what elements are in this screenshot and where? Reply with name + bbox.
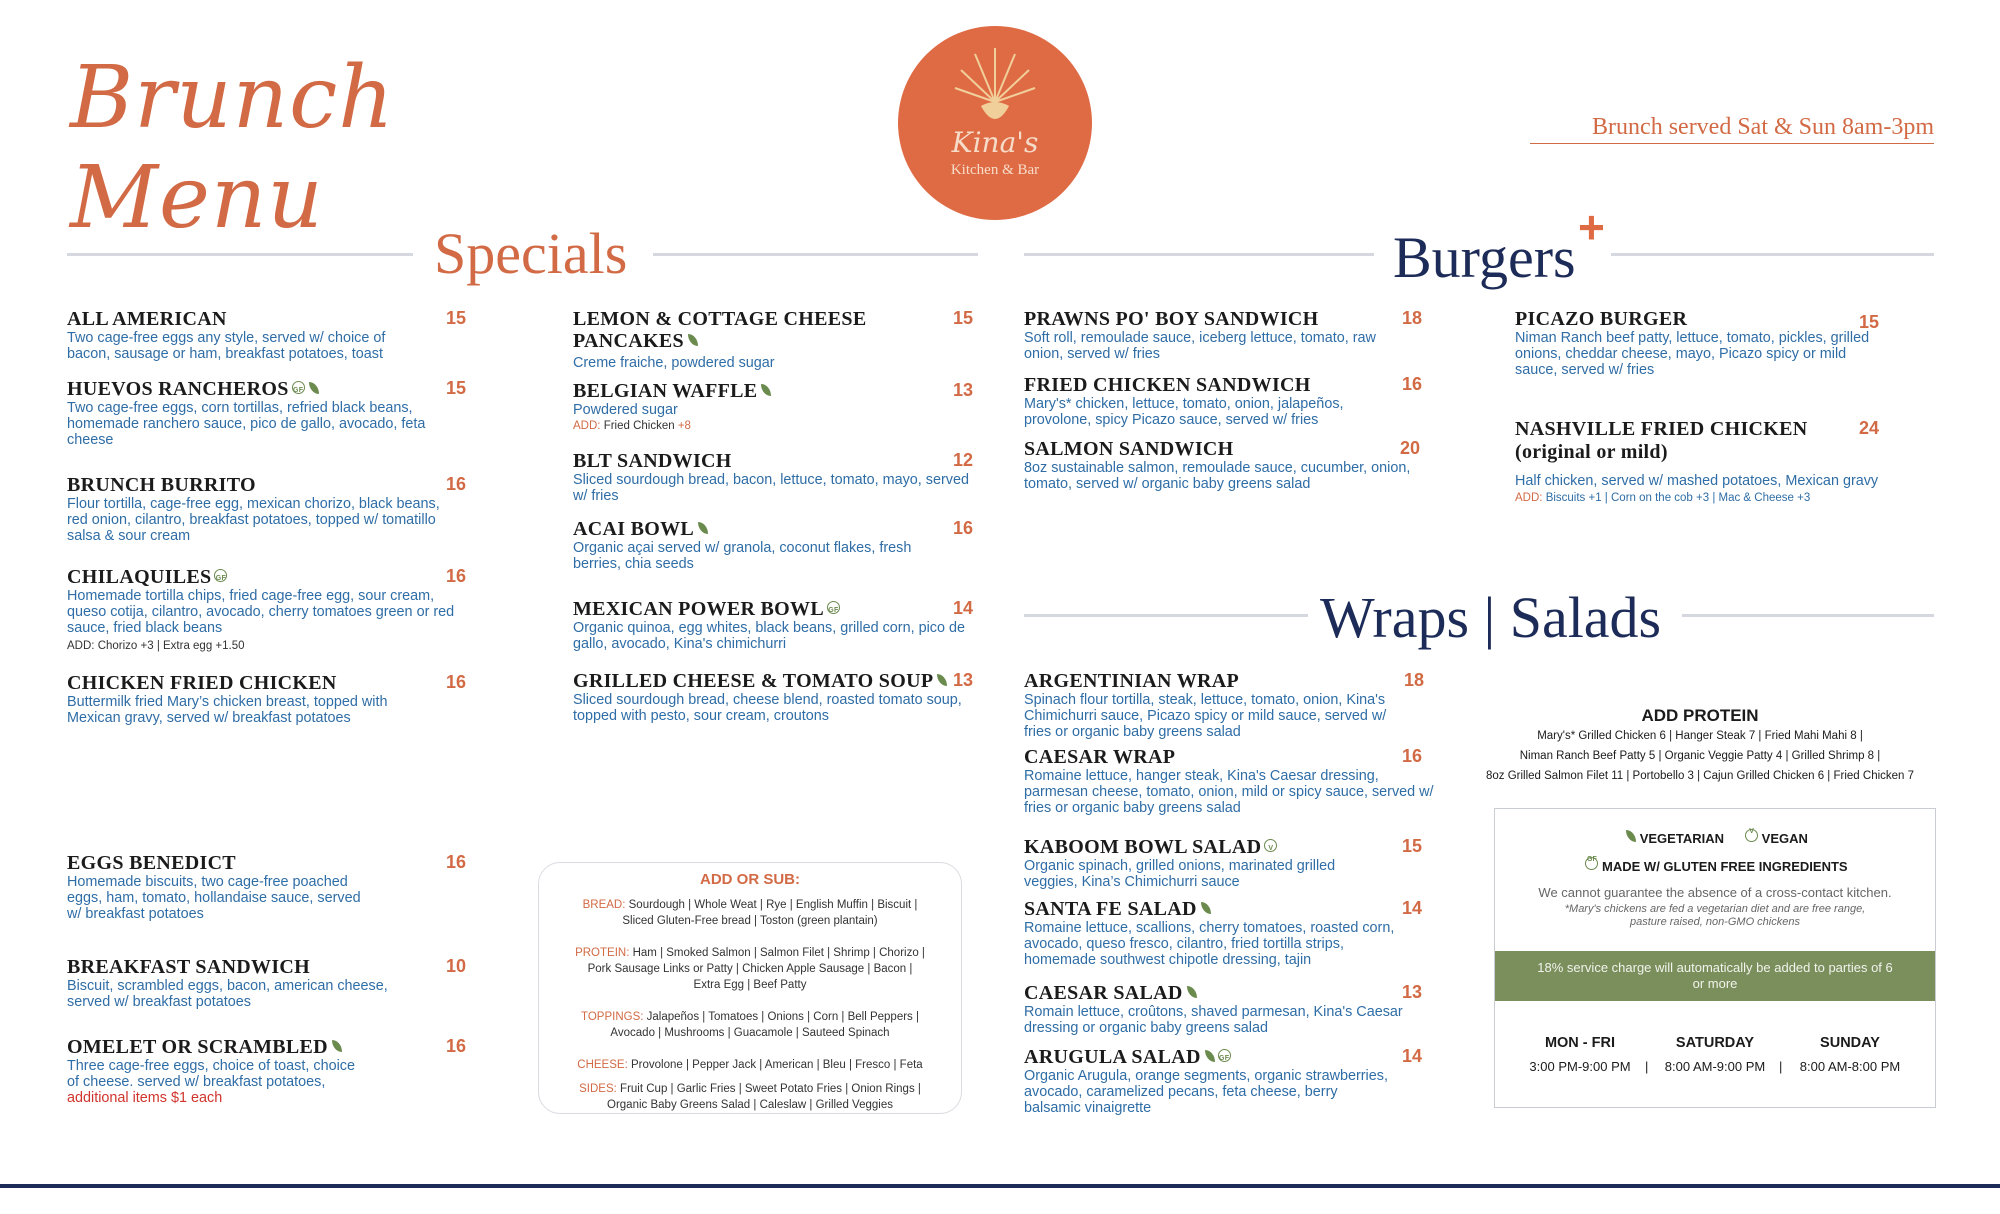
logo-name: Kina's [951, 126, 1039, 159]
menu-item [1515, 308, 1935, 378]
item-description: Two cage-free eggs any style, served w/ choice of bacon, sausage or ham, breakfast potatoes, toast [67, 330, 386, 362]
menu-item [67, 1036, 467, 1106]
protein-options-cont: Pork Sausage Links or Patty | Chicken Apple Sausage | Bacon | [587, 963, 913, 975]
vegan-label: VEGAN [1761, 831, 1808, 846]
restaurant-logo [898, 26, 1092, 220]
item-name: BREAKFAST SANDWICH [67, 956, 311, 978]
item-description: 8oz sustainable salmon, remoulade sauce, cucumber, onion, tomato, served w/ organic baby greens salad [1024, 460, 1411, 492]
item-price: 16 [1402, 746, 1423, 766]
item-description: Organic spinach, grilled onions, marinated grilled veggies, Kina’s Chimichurri sauce [1024, 858, 1336, 890]
item-description: Half chicken, served w/ mashed potatoes, Mexican gravy [1515, 473, 1879, 489]
hours-separator: | [1779, 1059, 1783, 1074]
item-name: HUEVOS RANCHEROS [67, 378, 289, 400]
menu-item [67, 308, 467, 362]
menu-item [1024, 898, 1444, 968]
item-price: 18 [1402, 308, 1423, 328]
gluten-free-legend [1495, 857, 1935, 874]
item-description: Spinach flour tortilla, steak, lettuce, tomato, onion, Kina's Chimichurri sauce, Picazo spicy or mild sauce, served w/ fries or organic baby greens salad [1024, 692, 1387, 740]
item-name: PRAWNS PO' BOY SANDWICH [1024, 308, 1319, 330]
item-name: KABOOM BOWL SALAD [1024, 836, 1262, 858]
item-name: CHILAQUILES [67, 566, 212, 588]
item-price: 13 [953, 670, 974, 690]
item-name: ACAI BOWL [573, 518, 695, 540]
item-name: MEXICAN POWER BOWL [573, 598, 824, 620]
item-price: 15 [1859, 312, 1880, 332]
gluten-free-icon: GF [827, 601, 840, 614]
info-box [1494, 808, 1936, 1108]
burgers-heading: Burgers [1393, 225, 1576, 290]
vegan-icon: V [1264, 839, 1277, 852]
logo-subtitle: Kitchen & Bar [950, 162, 1040, 178]
cheese-options: CHEESE: Provolone | Pepper Jack | American | Bleu | Fresco | Feta [577, 1059, 923, 1071]
item-name: ALL AMERICAN [67, 308, 227, 330]
add-protein-title: ADD PROTEIN [1641, 706, 1759, 725]
side-options-cont: Organic Baby Greens Salad | Caleslaw | Grilled Veggies [607, 1099, 893, 1111]
bread-options: BREAD: Sourdough | Whole Weat | Rye | English Muffin | Biscuit | [582, 899, 918, 911]
vegetarian-leaf-icon [761, 384, 771, 396]
divider [1024, 614, 1308, 617]
item-name: SALMON SANDWICH [1024, 438, 1234, 460]
menu-item [1024, 836, 1444, 890]
item-price: 18 [1404, 670, 1425, 690]
menu-item [573, 450, 973, 504]
menu-item [1024, 438, 1424, 492]
vegan-icon: V [1745, 829, 1758, 842]
divider [1611, 253, 1934, 256]
item-description: Biscuit, scrambled eggs, bacon, american cheese, served w/ breakfast potatoes [67, 978, 388, 1010]
menu-item [1024, 374, 1424, 428]
menu-item [1024, 982, 1444, 1036]
wraps-heading: Wraps [1320, 585, 1470, 650]
item-description: Niman Ranch beef patty, lettuce, tomato, pickles, grilled onions, cheddar cheese, mayo, Picazo spicy or mild sauce, served w/ fries [1515, 330, 1870, 378]
wraps-salads-heading [1320, 584, 1661, 651]
hours-sunday [1785, 1035, 1915, 1074]
item-price: 16 [446, 1036, 467, 1056]
vegetarian-leaf-icon [698, 522, 708, 534]
add-protein-line: Niman Ranch Beef Patty 5 | Organic Veggie Patty 4 | Grilled Shrimp 8 | [1519, 750, 1881, 762]
item-name-variant: (original or mild) [1515, 441, 1668, 463]
item-name: BRUNCH BURRITO [67, 474, 256, 496]
item-price: 15 [446, 308, 467, 328]
hours-day: MON - FRI [1544, 1035, 1616, 1051]
item-price: 16 [953, 518, 974, 538]
specials-heading: Specials [434, 221, 628, 286]
divider [1024, 253, 1374, 256]
item-name: FRIED CHICKEN SANDWICH [1024, 374, 1311, 396]
vegetarian-leaf-icon [1205, 1050, 1215, 1062]
item-add-ons: ADD: Chorizo +3 | Extra egg +1.50 [67, 640, 245, 652]
hours-time: 8:00 AM-9:00 PM [1664, 1059, 1766, 1074]
menu-item [573, 518, 973, 572]
item-price: 13 [953, 380, 974, 400]
vegetarian-leaf-icon [309, 382, 319, 394]
item-price: 16 [446, 474, 467, 494]
menu-item [67, 378, 467, 448]
menu-item [67, 474, 467, 544]
hours-time: 8:00 AM-8:00 PM [1799, 1059, 1901, 1074]
topping-options-cont: Avocado | Mushrooms | Guacamole | Sauteed Spinach [610, 1027, 890, 1039]
item-name: BELGIAN WAFFLE [573, 380, 758, 402]
menu-item [67, 956, 467, 1010]
vegetarian-leaf-icon [688, 334, 698, 346]
menu-item [573, 380, 973, 433]
item-price: 15 [953, 308, 974, 328]
vegetarian-leaf-icon [937, 674, 947, 686]
topping-options: TOPPINGS: Jalapeños | Tomatoes | Onions | Corn | Bell Peppers | [581, 1011, 919, 1023]
item-name: NASHVILLE FRIED CHICKEN [1515, 418, 1808, 440]
item-description: Romaine lettuce, hanger steak, Kina's Caesar dressing, parmesan cheese, tomato, onion, mild or spicy sauce, served w/ fries or organic baby greens salad [1024, 768, 1434, 816]
item-description: Mary's* chicken, lettuce, tomato, onion, jalapeños, provolone, spicy Picazo sauce, served w/ fries [1024, 396, 1344, 428]
item-name: ARUGULA SALAD [1024, 1046, 1201, 1068]
hours-weekday [1515, 1035, 1645, 1074]
divider [653, 253, 978, 256]
vegetarian-leaf-icon [1187, 986, 1197, 998]
item-description: Three cage-free eggs, choice of toast, choice of cheese. served w/ breakfast potatoes, additional items $1 each [67, 1058, 355, 1106]
plus-icon: + [1578, 201, 1605, 253]
add-or-sub-title: ADD OR SUB: [700, 871, 800, 888]
item-price: 16 [1402, 374, 1423, 394]
divider [67, 253, 413, 256]
item-name: BLT SANDWICH [573, 450, 732, 472]
menu-item [67, 672, 467, 726]
item-description: Sliced sourdough bread, bacon, lettuce, tomato, mayo, served w/ fries [573, 472, 969, 504]
bread-options-cont: Sliced Gluten-Free bread | Toston (green plantain) [622, 915, 878, 927]
item-name: SANTA FE SALAD [1024, 898, 1197, 920]
cross-contact-note: We cannot guarantee the absence of a cross-contact kitchen. [1538, 885, 1892, 900]
menu-item [1024, 1046, 1444, 1116]
item-price: 16 [446, 852, 467, 872]
item-name: ARGENTINIAN WRAP [1024, 670, 1240, 692]
item-add-ons: ADD: Biscuits +1 | Corn on the cob +3 | Mac & Cheese +3 [1515, 492, 1811, 504]
item-description: Buttermilk fried Mary’s chicken breast, topped with Mexican gravy, served w/ breakfast potatoes [67, 694, 388, 726]
service-charge-banner [1495, 951, 1935, 1001]
item-description: Homemade biscuits, two cage-free poached eggs, ham, tomato, hollandaise sauce, served w/ breakfast potatoes [67, 874, 361, 922]
service-charge-text: 18% service charge will automatically be added to parties of 6 or more [1537, 960, 1893, 991]
menu-title: Brunch Menu [70, 48, 395, 248]
item-description: Organic Arugula, orange segments, organic strawberries, avocado, caramelized pecans, feta cheese, berry balsamic vinaigrette [1024, 1068, 1388, 1116]
item-name: CAESAR SALAD [1024, 982, 1183, 1004]
protein-options: PROTEIN: Ham | Smoked Salmon | Salmon Filet | Shrimp | Chorizo | [575, 947, 925, 959]
menu-item [67, 566, 467, 653]
menu-item [1024, 746, 1444, 816]
menu-item [1515, 418, 1935, 505]
hours-saturday [1650, 1035, 1783, 1074]
dietary-legend [1495, 829, 1935, 846]
chicken-note: *Mary's chickens are fed a vegetarian diet and are free range, pasture raised, non-GMO chickens [1564, 903, 1866, 928]
vegetarian-leaf-icon [332, 1040, 342, 1052]
item-description: Two cage-free eggs, corn tortillas, refried black beans, homemade ranchero sauce, pico de gallo, avocado, feta cheese [67, 400, 426, 448]
gluten-free-icon: GF [292, 381, 305, 394]
add-or-sub-box [538, 862, 962, 1114]
vegetarian-label: VEGETARIAN [1639, 831, 1724, 846]
item-description: Romain lettuce, croûtons, shaved parmesan, Kina's Caesar dressing or organic baby greens salad [1024, 1004, 1403, 1036]
item-price: 24 [1859, 418, 1880, 438]
item-description: Sliced sourdough bread, cheese blend, roasted tomato soup, topped with pesto, sour cream, croutons [573, 692, 962, 724]
menu-item [573, 670, 973, 724]
item-name: CAESAR WRAP [1024, 746, 1176, 768]
item-price: 16 [446, 566, 467, 586]
item-price: 15 [1402, 836, 1423, 856]
item-description: Creme fraiche, powdered sugar [573, 355, 775, 371]
pineapple-icon [945, 42, 1045, 132]
hours-time: 3:00 PM-9:00 PM [1529, 1059, 1631, 1074]
brunch-hours-note: Brunch served Sat & Sun 8am-3pm [1530, 114, 1934, 144]
hours-separator: | [1645, 1059, 1649, 1074]
menu-item [1024, 670, 1444, 740]
gluten-free-icon: GF [1585, 857, 1598, 870]
gluten-free-icon: GF [214, 569, 227, 582]
hours-day: SUNDAY [1820, 1035, 1880, 1051]
item-price: 14 [1402, 898, 1423, 918]
item-description: Organic quinoa, egg whites, black beans, grilled corn, pico de gallo, avocado, Kina's chimichurri [573, 620, 965, 652]
heading-divider: | [1483, 585, 1496, 650]
item-name: OMELET OR SCRAMBLED [67, 1036, 328, 1058]
bottom-border [0, 1184, 2000, 1188]
item-name: PICAZO BURGER [1515, 308, 1688, 330]
item-name: EGGS BENEDICT [67, 852, 236, 874]
item-price: 15 [446, 378, 467, 398]
menu-item [573, 598, 973, 652]
item-description: Homemade tortilla chips, fried cage-free egg, sour cream, queso cotija, cilantro, avocado, cherry tomatoes green or red sauce, fried black beans [67, 588, 455, 636]
menu-item [67, 852, 467, 922]
salads-heading: Salads [1509, 585, 1662, 650]
item-name: LEMON & COTTAGE CHEESE PANCAKES [573, 308, 867, 352]
item-description: Romaine lettuce, scallions, cherry tomatoes, roasted corn, avocado, queso fresco, cilantro, fried tortilla strips, homemade southwest chipotle dressing, tajin [1024, 920, 1395, 968]
item-description: Organic açai served w/ granola, coconut flakes, fresh berries, chia seeds [573, 540, 912, 572]
side-options: SIDES: Fruit Cup | Garlic Fries | Sweet Potato Fries | Onion Rings | [579, 1083, 921, 1095]
menu-item [1024, 308, 1424, 362]
gluten-free-label: MADE W/ GLUTEN FREE INGREDIENTS [1602, 859, 1848, 874]
item-price: 14 [1402, 1046, 1423, 1066]
item-price: 14 [953, 598, 974, 618]
item-price: 16 [446, 672, 467, 692]
item-name: GRILLED CHEESE & TOMATO SOUP [573, 670, 934, 692]
item-price: 13 [1402, 982, 1423, 1002]
vegetarian-leaf-icon [1626, 830, 1636, 842]
item-description: Soft roll, remoulade sauce, iceberg lettuce, tomato, raw onion, served w/ fries [1024, 330, 1376, 362]
add-protein-line: Mary's* Grilled Chicken 6 | Hanger Steak 7 | Fried Mahi Mahi 8 | [1537, 730, 1863, 742]
item-add-ons: ADD: Fried Chicken +8 [573, 420, 691, 432]
protein-options-cont: Extra Egg | Beef Patty [693, 979, 807, 991]
gluten-free-icon: GF [1218, 1049, 1231, 1062]
vegetarian-leaf-icon [1201, 902, 1211, 914]
item-price: 20 [1400, 438, 1421, 458]
divider [1682, 614, 1934, 617]
item-description: Flour tortilla, cage-free egg, mexican chorizo, black beans, red onion, cilantro, breakfast potatoes, topped w/ tomatillo salsa & sour cream [67, 496, 440, 544]
item-name: CHICKEN FRIED CHICKEN [67, 672, 337, 694]
menu-item [573, 308, 973, 371]
item-price: 12 [953, 450, 974, 470]
hours-day: SATURDAY [1675, 1035, 1755, 1051]
item-description: Powdered sugar [573, 402, 678, 418]
item-price: 10 [446, 956, 467, 976]
add-protein-line: 8oz Grilled Salmon Filet 11 | Portobello 3 | Cajun Grilled Chicken 6 | Fried Chicken 7 [1485, 770, 1915, 782]
